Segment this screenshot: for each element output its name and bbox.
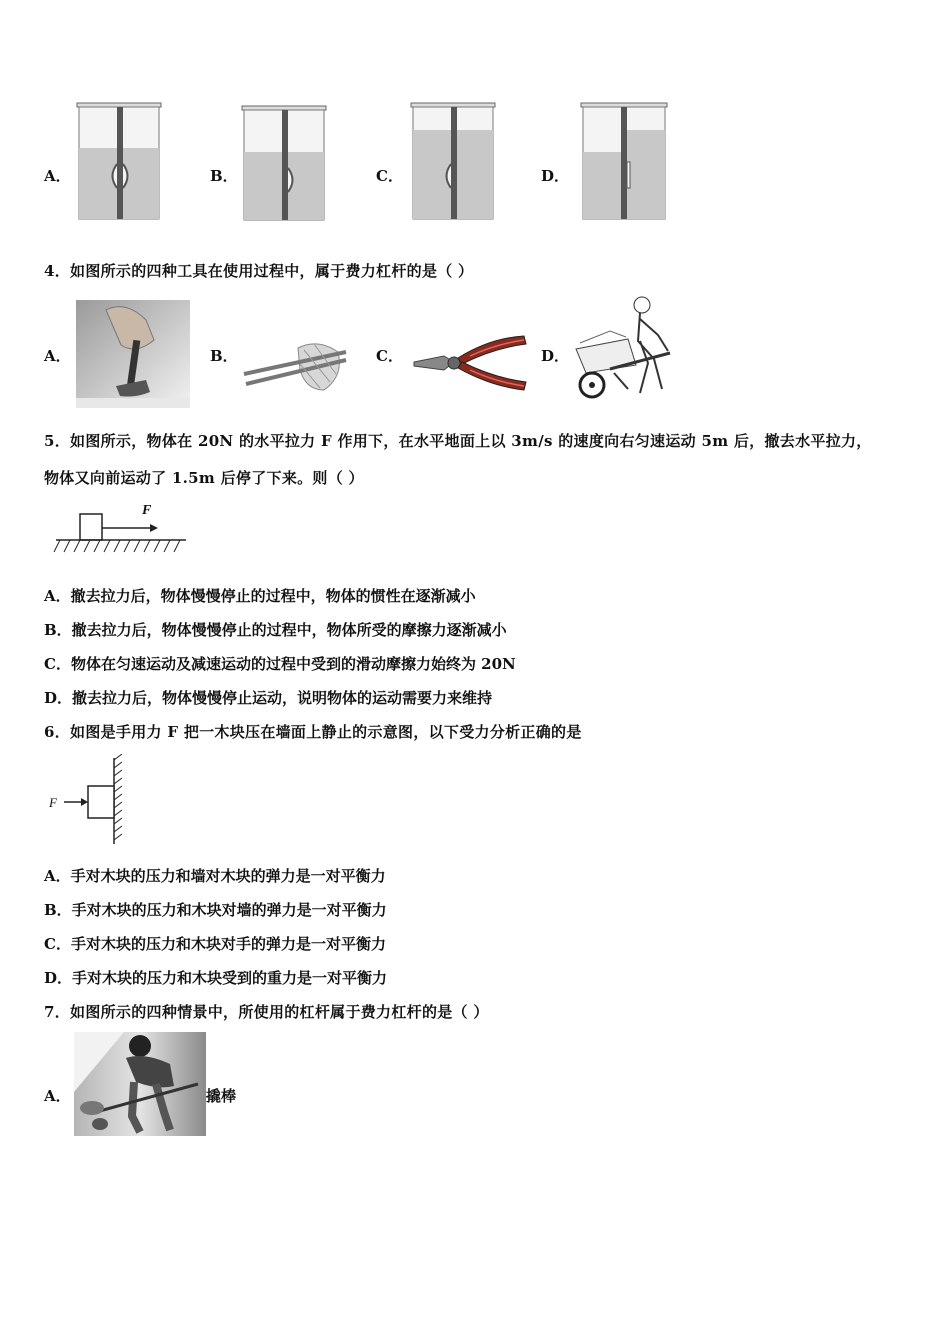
q4-option-label-d: D． (541, 347, 570, 365)
q7-option-label-a: A． (44, 1087, 71, 1105)
question-7-text: 7．如图所示的四种情景中，所使用的杠杆属于费力杠杆的是（ ） (44, 1003, 489, 1021)
q5-choice-c: C．物体在匀速运动及减速运动的过程中受到的滑动摩擦力始终为 20N (44, 655, 516, 673)
q5-choice-b: B．撤去拉力后，物体慢慢停止的过程中，物体所受的摩擦力逐渐减小 (44, 621, 507, 639)
q5-choice-a: A．撤去拉力后，物体慢慢停止的过程中，物体的惯性在逐渐减小 (44, 587, 476, 605)
chopsticks-image (240, 330, 352, 398)
wall-force-label-f: F (49, 795, 57, 810)
option-label-b: B． (210, 167, 238, 185)
q7-caption: 撬棒 (206, 1087, 237, 1105)
beaker-b-image (239, 104, 329, 222)
beaker-c-image (408, 100, 498, 222)
q6-choice-d: D．手对木块的压力和木块受到的重力是一对平衡力 (44, 969, 388, 987)
question-5-text-line1: 5．如图所示，物体在 20N 的水平拉力 F 作用下，在水平地面上以 3m/s 的速度向右匀速运动 5m 后，撤去水平拉力， (44, 432, 872, 450)
wall-block-diagram (44, 754, 134, 848)
beaker-a-image (74, 100, 164, 222)
q6-choice-a: A．手对木块的压力和墙对木块的弹力是一对平衡力 (44, 867, 386, 885)
q6-choice-b: B．手对木块的压力和木块对墙的弹力是一对平衡力 (44, 901, 387, 919)
option-label-a: A． (44, 167, 71, 185)
wheelbarrow-image (570, 293, 682, 405)
question-5-text-line2: 物体又向前运动了 1.5m 后停了下来。则（ ） (44, 469, 364, 487)
pliers-image (410, 328, 530, 400)
q4-option-label-a: A． (44, 347, 71, 365)
question-4-text: 4．如图所示的四种工具在使用过程中，属于费力杠杆的是（ ） (44, 262, 474, 280)
q5-choice-d: D．撤去拉力后，物体慢慢停止运动，说明物体的运动需要力来维持 (44, 689, 493, 707)
force-label-f: F (142, 503, 152, 518)
option-label-c: C． (376, 167, 403, 185)
q4-option-label-c: C． (376, 347, 403, 365)
crowbar-image (74, 1032, 206, 1136)
question-6-text: 6．如图是手用力 F 把一木块压在墙面上静止的示意图，以下受力分析正确的是 (44, 723, 582, 741)
hammer-image (76, 300, 190, 408)
beaker-d-image (578, 100, 670, 222)
option-label-d: D． (541, 167, 570, 185)
block-force-diagram (50, 498, 190, 560)
q6-choice-c: C．手对木块的压力和木块对手的弹力是一对平衡力 (44, 935, 386, 953)
q4-option-label-b: B． (210, 347, 238, 365)
